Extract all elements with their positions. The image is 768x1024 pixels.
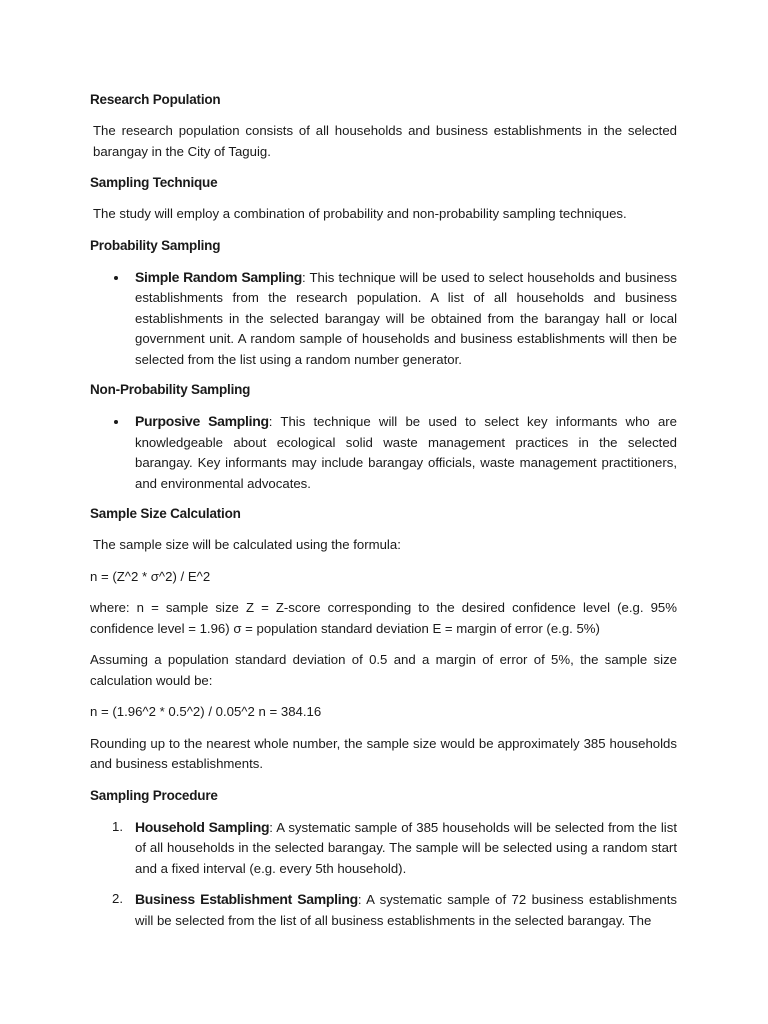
heading-non-probability-sampling: Non-Probability Sampling	[90, 382, 251, 397]
sample-size-calculation: n = (1.96^2 * 0.5^2) / 0.05^2 n = 384.16	[90, 704, 322, 719]
heading-sample-size-calculation: Sample Size Calculation	[90, 506, 241, 521]
non-probability-sampling-list	[90, 411, 677, 494]
heading-probability-sampling: Probability Sampling	[90, 237, 221, 253]
sample-size-rounding: Rounding up to the nearest whole number, the sample size would be approximately 385 households and business establishments.	[90, 735, 677, 771]
sample-size-where: where: n = sample size Z = Z-score corresponding to the desired confidence level (e.g. 95% confidence level = 1.96) σ = population standard deviation E = margin of error (e.g. 5%)	[90, 600, 677, 636]
sampling-technique-text: The study will employ a combination of probability and non-probability sampling techniques.	[93, 206, 627, 221]
list-item-number: 2.	[112, 891, 123, 906]
sample-size-assumption: Assuming a population standard deviation of 0.5 and a margin of error of 5%, the sample size calculation would be:	[90, 652, 677, 688]
document-page	[90, 90, 677, 941]
list-item-term: Simple Random Sampling	[135, 268, 302, 285]
heading-research-population: Research Population	[90, 92, 221, 107]
heading-sampling-procedure: Sampling Procedure	[90, 787, 218, 803]
sample-size-intro: The sample size will be calculated using the formula:	[93, 537, 401, 552]
bullet-icon	[114, 276, 118, 280]
sampling-procedure-list	[90, 817, 677, 932]
list-item	[90, 267, 677, 371]
list-item-term: Business Establishment Sampling	[135, 891, 358, 907]
list-item-text: : This technique will be used to select key informants who are knowledgeable about ecological solid waste management practices in the selected barangay. Key informants may include barangay officials, waste management practitioners, and environmental advocates.	[135, 414, 678, 491]
list-item	[90, 889, 677, 931]
list-item-text: : This technique will be used to select households and business establishments from the research population. A list of all households and business establishments in the selected barangay will be obtained from the barangay hall or local government unit. A random sample of households and business establishments will then be selected from the list using a random number generator.	[135, 269, 677, 367]
list-item	[90, 411, 677, 494]
bullet-icon	[114, 420, 118, 424]
probability-sampling-list	[90, 267, 677, 371]
list-item	[90, 817, 677, 880]
heading-sampling-technique: Sampling Technique	[90, 175, 218, 190]
sample-size-formula: n = (Z^2 * σ^2) / E^2	[90, 568, 211, 584]
list-item-number: 1.	[112, 818, 123, 834]
list-item-text: : A systematic sample of 72 business establishments will be selected from the list of all business establishments in the selected barangay. The	[135, 892, 677, 928]
list-item-text: : A systematic sample of 385 households will be selected from the list of all households in the selected barangay. The sample will be selected using a random start and a fixed interval (e.g. every 5th household).	[135, 819, 677, 876]
research-population-text: The research population consists of all households and business establishments in the selected barangay in the City of Taguig.	[93, 123, 677, 159]
list-item-term: Purposive Sampling	[135, 413, 269, 429]
list-item-term: Household Sampling	[135, 818, 270, 835]
